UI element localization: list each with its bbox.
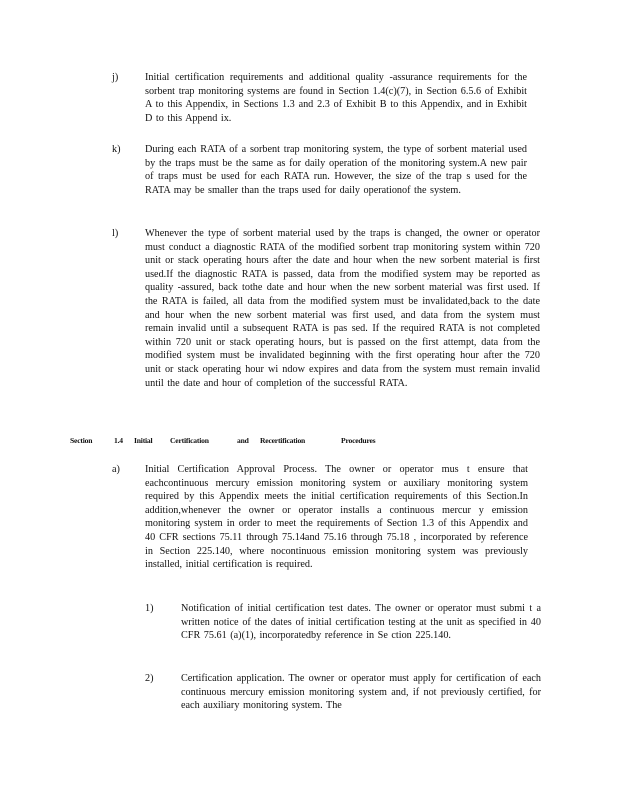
- item-k-marker: k): [112, 144, 121, 155]
- section-title-word-4: Recertification: [260, 436, 306, 445]
- section-title-word-3: and: [237, 436, 249, 445]
- subitem-1-text: Notification of initial certification test dates. The owner or operator must submi t a written notice of the dates of initial certification testing at the unit as specified in 40 CFR 75.61 (a)(1), incorporatedby reference in Se ction 225.140.: [181, 603, 541, 642]
- section-title-word-5: Procedures: [341, 436, 376, 445]
- subsection-a-marker: a): [112, 464, 120, 475]
- section-title-word-1: Initial: [134, 436, 153, 445]
- item-j-marker: j): [112, 72, 119, 83]
- section-number: 1.4: [114, 436, 123, 445]
- item-j-text: Initial certification requirements and additional quality -assurance requirements for the sorbent trap monitoring systems are found in Section 1.4(c)(7), in Section 6.5.6 of Exhibit A to this Appendix, in Sections 1.3 and 2.3 of Exhibit B to this Appendix, and in Exhibit D to this Append ix.: [145, 72, 527, 124]
- subitem-2-marker: 2): [145, 673, 154, 684]
- subitem-1-marker: 1): [145, 603, 154, 614]
- item-l-marker: l): [112, 228, 119, 239]
- subitem-2-text: Certification application. The owner or operator must apply for certification of each continuous mercury emission monitoring system and, if not previously certified, for each auxiliary monitoring system. The: [181, 673, 541, 712]
- item-k-text: During each RATA of a sorbent trap monitoring system, the type of sorbent material used by the traps must be the same as for daily operation of the monitoring system.A new pair of traps must be used for each RATA run. However, the size of the trap s used for the RATA may be smaller than the traps used for daily operationof the system.: [145, 144, 527, 196]
- subsection-a-text: Initial Certification Approval Process. The owner or operator mus t ensure that eachcontinuous mercury emission monitoring system or auxiliary monitoring system required by this Appendix meets the initial certification requirements of this Section.In addition,whenever the owner or operator installs a continuous mercur y emission monitoring system in order to meet the requirements of Section 1.3 of this Appendix and 40 CFR sections 75.11 through 75.14and 75.16 through 75.18 , incorporated by reference in Section 225.140, where nocontinuous emission monitoring system was previously installed, initial certification is required.: [145, 464, 528, 571]
- item-l-text: Whenever the type of sorbent material used by the traps is changed, the owner or operator must conduct a diagnostic RATA of the modified sorbent trap monitoring system within 720 unit or stack operating hours after the date and hour when the new sorbent material is first used.If the diagnostic RATA is passed, data from the modified system may be reported as quality -assured, back tothe date and hour when the new sorbent material was first used. If the RATA is failed, all data from the modified system must be invalidated,back to the date and hour when the new sorbent material was first used, and data from the system must remain invalid until a subsequent RATA is pas sed. If the required RATA is not completed within 720 unit or stack operating hours, but is passed on the first attempt, data from the modified system must be invalidated beginning with the first operating hour after the 720 unit or stack operating hour wi ndow expires and data from the system must remain invalid until the date and hour of completion of the successful RATA.: [145, 228, 540, 389]
- section-word: Section: [70, 436, 93, 445]
- section-title-word-2: Certification: [170, 436, 209, 445]
